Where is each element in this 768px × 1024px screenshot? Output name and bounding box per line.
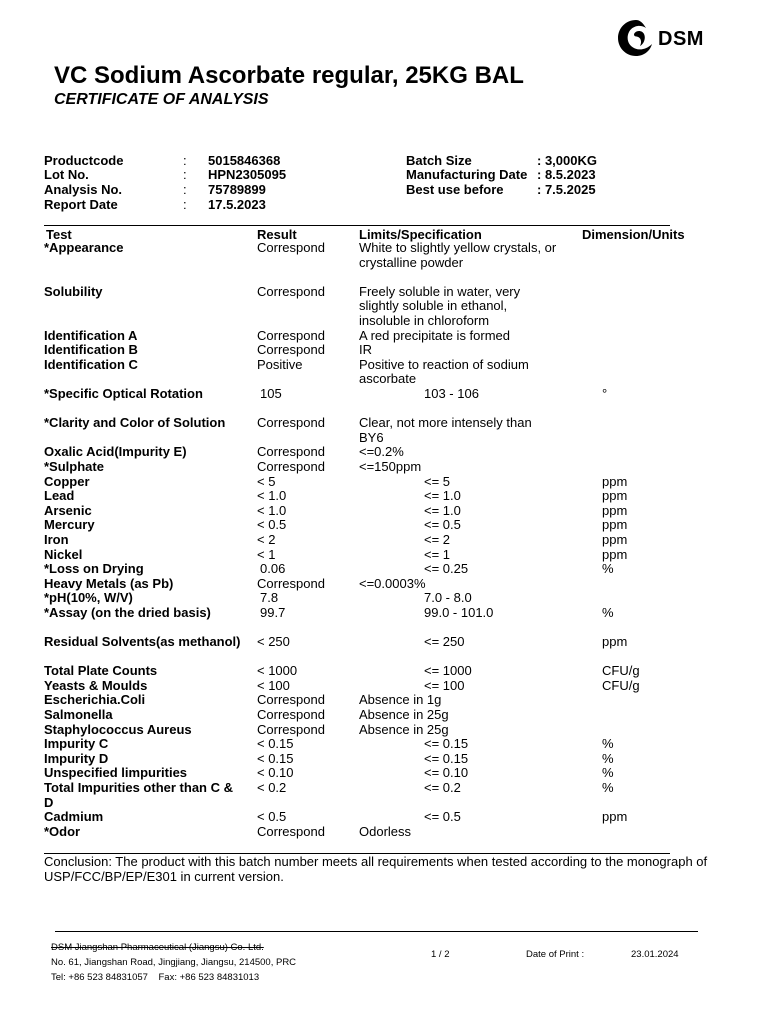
test-name: Total Plate Counts [44, 663, 158, 679]
test-name: Iron [44, 531, 69, 547]
info-label-productcode: Productcode [44, 153, 124, 168]
table-row [0, 752, 768, 767]
info-sep: : [183, 182, 187, 197]
test-limits: Absence in 1g [359, 692, 442, 708]
test-limits: 7.0 - 8.0 [424, 590, 472, 606]
table-row [0, 343, 768, 358]
test-result: < 1.0 [257, 502, 287, 518]
test-name: Yeasts & Moulds [44, 677, 148, 693]
table-row [0, 475, 768, 490]
info-value-productcode: 5015846368 [208, 153, 281, 168]
test-name: Lead [44, 488, 75, 504]
test-result: Positive [257, 356, 303, 372]
table-row [0, 825, 768, 840]
test-units: ppm [602, 809, 628, 825]
test-units: % [602, 736, 614, 752]
table-row [0, 723, 768, 738]
table-row [0, 533, 768, 548]
info-sep: : [183, 197, 187, 212]
test-result: 0.06 [260, 561, 286, 577]
table-row [0, 708, 768, 723]
test-name: Solubility [44, 283, 103, 299]
document-subtitle: CERTIFICATE OF ANALYSIS [54, 91, 269, 108]
test-name: Nickel [44, 546, 83, 562]
test-name: *pH(10%, W/V) [44, 590, 133, 606]
info-label-batch-size: Batch Size [406, 153, 472, 168]
table-row [0, 635, 768, 664]
test-limits: <= 1 [424, 546, 451, 562]
test-units: CFU/g [602, 677, 640, 693]
print-date-label: Date of Print : [526, 949, 585, 960]
test-name: Identification A [44, 327, 138, 343]
divider [44, 225, 670, 226]
test-units: ppm [602, 502, 628, 518]
table-row [0, 781, 768, 810]
info-sep: : [183, 167, 187, 182]
test-limits: <= 100 [424, 677, 465, 693]
test-limits: <= 250 [424, 634, 465, 650]
test-name: *Odor [44, 823, 81, 839]
test-name: *Assay (on the dried basis) [44, 604, 211, 620]
test-result: < 0.5 [257, 517, 287, 533]
test-result: Correspond [257, 692, 325, 708]
table-row [0, 591, 768, 606]
test-limits: Freely soluble in water, very slightly soluble in ethanol, insoluble in chloroform [359, 283, 521, 328]
info-value-batch-size: : 3,000KG [537, 153, 597, 168]
info-value-best-use: : 7.5.2025 [537, 182, 596, 197]
print-date-value: 23.01.2024 [631, 949, 679, 960]
test-name: Copper [44, 473, 90, 489]
test-limits: 103 - 106 [424, 385, 479, 401]
test-result: Correspond [257, 342, 325, 358]
test-limits: <= 1.0 [424, 488, 461, 504]
test-limits: <= 1000 [424, 663, 472, 679]
test-limits: <= 0.15 [424, 736, 469, 752]
table-row [0, 577, 768, 592]
document-title: VC Sodium Ascorbate regular, 25KG BAL [54, 62, 524, 89]
conclusion-text: Conclusion: The product with this batch number meets all requirements when tested according to the monograph of USP/FCC/BP/EP/E301 in current version. [44, 854, 708, 884]
info-value-manufacturing-date: : 8.5.2023 [537, 167, 596, 182]
test-result: Correspond [257, 458, 325, 474]
table-row [0, 548, 768, 563]
test-limits: Absence in 25g [359, 721, 449, 737]
test-result: < 0.5 [257, 809, 287, 825]
footer-contact: Tel: +86 523 84831057 Fax: +86 523 84831013 [51, 972, 260, 983]
info-label-manufacturing-date: Manufacturing Date [406, 167, 528, 182]
info-label-lot: Lot No. [44, 167, 89, 182]
table-row [0, 358, 768, 387]
test-name: *Sulphate [44, 458, 104, 474]
test-units: CFU/g [602, 663, 640, 679]
test-units: ppm [602, 473, 628, 489]
test-name: *Specific Optical Rotation [44, 385, 203, 401]
test-name: Cadmium [44, 809, 104, 825]
test-units: % [602, 765, 614, 781]
test-units: % [602, 561, 614, 577]
test-limits: <=0.0003% [359, 575, 426, 591]
test-limits: Odorless [359, 823, 412, 839]
column-header-test: Test [46, 227, 72, 242]
footer-company: DSM Jiangshan Pharmaceutical (Jiangsu) Co. Ltd. [51, 942, 264, 953]
results-table [0, 241, 768, 839]
table-row [0, 693, 768, 708]
test-limits: <= 0.2 [424, 780, 461, 795]
column-header-result: Result [257, 227, 297, 242]
test-units: ppm [602, 531, 628, 547]
test-result: Correspond [257, 823, 325, 839]
table-row [0, 518, 768, 533]
test-result: < 1 [257, 546, 276, 562]
footer-address: No. 61, Jiangshan Road, Jingjiang, Jiangsu, 214500, PRC [51, 957, 297, 968]
test-result: < 1.0 [257, 488, 287, 504]
table-row [0, 562, 768, 577]
test-name: *Clarity and Color of Solution [44, 415, 226, 431]
column-header-units: Dimension/Units [582, 227, 685, 242]
test-result: < 0.2 [257, 780, 287, 795]
test-limits: Clear, not more intensely than BY6 [359, 415, 532, 445]
table-row [0, 285, 768, 329]
test-limits: A red precipitate is formed [359, 327, 511, 343]
test-units: ppm [602, 488, 628, 504]
test-limits: <=150ppm [359, 458, 422, 474]
table-row [0, 606, 768, 635]
table-row [0, 766, 768, 781]
test-limits: <= 0.15 [424, 750, 469, 766]
test-result: Correspond [257, 721, 325, 737]
test-name: Mercury [44, 517, 95, 533]
test-result: < 250 [257, 634, 290, 650]
test-result: 105 [260, 385, 282, 401]
info-label-report-date: Report Date [44, 197, 118, 212]
table-row [0, 489, 768, 504]
test-result: < 100 [257, 677, 290, 693]
footer-divider [55, 931, 698, 932]
test-result: Correspond [257, 707, 325, 723]
test-name: Oxalic Acid(Impurity E) [44, 444, 187, 460]
test-units: % [602, 780, 614, 795]
test-name: Total Impurities other than C & D [44, 780, 233, 810]
info-value-analysis: 75789899 [208, 182, 266, 197]
info-value-report-date: 17.5.2023 [208, 197, 266, 212]
test-name: *Appearance [44, 240, 124, 255]
test-result: < 5 [257, 473, 276, 489]
test-units: % [602, 750, 614, 766]
test-units: ppm [602, 634, 628, 650]
test-name: Identification C [44, 356, 138, 372]
test-name: Identification B [44, 342, 138, 358]
test-name: Escherichia.Coli [44, 692, 146, 708]
test-limits: <= 0.25 [424, 561, 469, 577]
test-limits: Positive to reaction of sodium ascorbate [359, 356, 529, 387]
test-result: Correspond [257, 240, 325, 255]
info-label-analysis: Analysis No. [44, 182, 123, 197]
table-row [0, 241, 768, 285]
table-row [0, 329, 768, 344]
test-units: ppm [602, 546, 628, 562]
dsm-logo-text: DSM [658, 28, 704, 50]
test-name: Arsenic [44, 502, 92, 518]
test-limits: <= 5 [424, 473, 451, 489]
table-row [0, 664, 768, 679]
test-name: Heavy Metals (as Pb) [44, 575, 174, 591]
test-name: Impurity D [44, 750, 109, 766]
column-header-limits: Limits/Specification [359, 227, 482, 242]
test-result: 7.8 [260, 590, 279, 606]
test-name: Impurity C [44, 736, 109, 752]
test-limits: <= 0.5 [424, 517, 461, 533]
table-row [0, 737, 768, 752]
test-units: ° [602, 385, 608, 401]
test-result: Correspond [257, 327, 325, 343]
test-result: < 0.15 [257, 750, 294, 766]
test-limits: Absence in 25g [359, 707, 449, 723]
table-row [0, 445, 768, 460]
test-name: *Loss on Drying [44, 561, 144, 577]
test-result: < 0.10 [257, 765, 294, 781]
test-limits: <= 0.10 [424, 765, 469, 781]
test-result: Correspond [257, 283, 325, 299]
test-limits: White to slightly yellow crystals, or crystalline powder [359, 240, 557, 270]
test-limits: IR [359, 342, 372, 358]
page-number: 1 / 2 [431, 949, 450, 960]
test-name: Staphylococcus Aureus [44, 721, 192, 737]
info-value-lot: HPN2305095 [208, 167, 287, 182]
test-result: < 1000 [257, 663, 298, 679]
test-name: Salmonella [44, 707, 113, 723]
test-result: Correspond [257, 415, 325, 431]
table-row [0, 810, 768, 825]
test-limits: <= 0.5 [424, 809, 461, 825]
test-limits: <= 2 [424, 531, 451, 547]
table-row [0, 679, 768, 694]
table-row [0, 504, 768, 519]
test-result: Correspond [257, 575, 325, 591]
test-result: < 2 [257, 531, 276, 547]
test-units: % [602, 604, 614, 620]
table-row [0, 460, 768, 475]
test-name: Residual Solvents(as methanol) [44, 634, 241, 650]
test-result: < 0.15 [257, 736, 294, 752]
info-label-best-use: Best use before [406, 182, 504, 197]
table-row [0, 416, 768, 445]
table-row [0, 387, 768, 416]
test-units: ppm [602, 517, 628, 533]
test-limits: 99.0 - 101.0 [424, 604, 494, 620]
test-result: Correspond [257, 444, 325, 460]
test-limits: <=0.2% [359, 444, 404, 460]
info-sep: : [183, 153, 187, 168]
test-name: Unspecified limpurities [44, 765, 188, 781]
test-limits: <= 1.0 [424, 502, 461, 518]
test-result: 99.7 [260, 604, 286, 620]
